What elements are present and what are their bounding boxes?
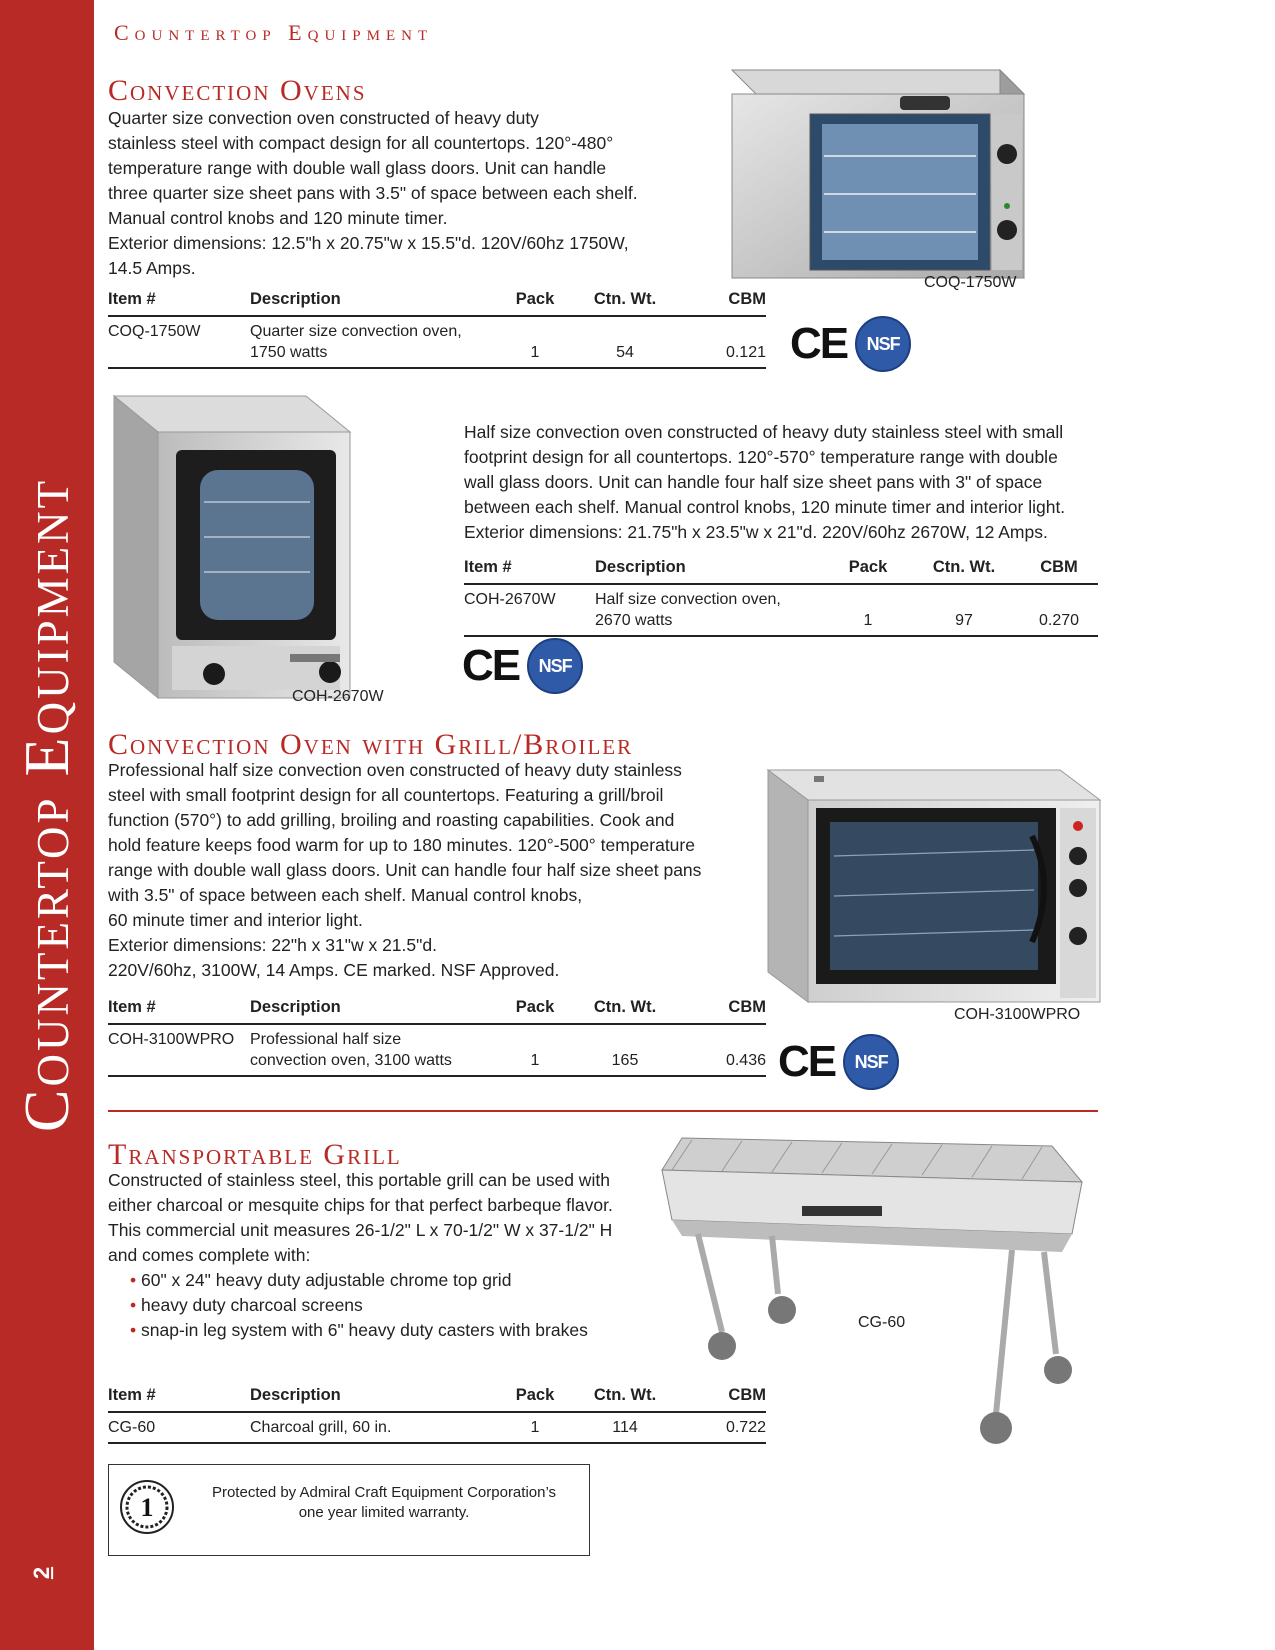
col-weight: Ctn. Wt. <box>570 1386 680 1412</box>
list-item: • snap-in leg system with 6" heavy duty casters with brakes <box>130 1318 668 1343</box>
coh-3100wpro-certifications <box>778 1034 899 1090</box>
coh-2670w-spec-table <box>464 558 1098 637</box>
nsf-mark-icon: NSF <box>527 638 583 694</box>
coq-description-line: Manual control knobs and 120 minute timer. <box>108 208 448 228</box>
warranty-line2: one year limited warranty. <box>298 1504 470 1521</box>
cg-60-description-line: Constructed of stainless steel, this portable grill can be used with <box>108 1170 610 1190</box>
section-title-transportable-grill: Transportable Grill <box>108 1138 402 1171</box>
col-cbm: CBM <box>680 1386 766 1412</box>
warranty-line1: Protected by Admiral Craft Equipment Corporation’s <box>211 1484 557 1501</box>
cell-description-line2: convection oven, 3100 watts <box>250 1052 452 1069</box>
cg-60-description-line: either charcoal or mesquite chips for that perfect barbeque flavor. <box>108 1195 613 1215</box>
table-row <box>108 1412 766 1443</box>
list-item: • heavy duty charcoal screens <box>130 1293 668 1318</box>
coq-description-line: three quarter size sheet pans with 3.5" of space between each shelf. <box>108 183 638 203</box>
col-weight: Ctn. Wt. <box>570 998 680 1024</box>
coq-description-line: 14.5 Amps. <box>108 258 196 278</box>
cell-description <box>250 316 500 368</box>
col-item: Item # <box>108 998 250 1024</box>
coh-3100wpro-description-line: Exterior dimensions: 22"h x 31"w x 21.5"d. <box>108 935 437 955</box>
cell-item: COQ-1750W <box>108 316 250 368</box>
coh-3100wpro-oven-image <box>764 766 1104 1006</box>
coh-2670w-description-line: Half size convection oven constructed of heavy duty stainless steel with small <box>464 422 1064 442</box>
coh-3100wpro-description-line: steel with small footprint design for all countertops. Featuring a grill/broil <box>108 785 664 805</box>
col-weight: Ctn. Wt. <box>570 290 680 316</box>
cg-60-feature-list <box>108 1268 668 1343</box>
coh-3100wpro-description-line: function (570°) to add grilling, broiling and roasting capabilities. Cook and <box>108 810 675 830</box>
page-number: 2 <box>29 1566 55 1580</box>
sidebar <box>0 0 94 1650</box>
cell-cbm: 0.722 <box>680 1412 766 1443</box>
col-description: Description <box>250 1386 500 1412</box>
col-item: Item # <box>464 558 595 584</box>
coh-3100wpro-description-line: Professional half size convection oven constructed of heavy duty stainless <box>108 760 682 780</box>
coh-2670w-caption: COH-2670W <box>292 688 384 705</box>
col-pack: Pack <box>828 558 908 584</box>
coh-3100wpro-caption: COH-3100WPRO <box>954 1006 1081 1023</box>
coh-2670w-certifications <box>462 638 583 694</box>
table-header-row <box>464 558 1098 584</box>
cg-60-caption: CG-60 <box>858 1314 906 1331</box>
coq-certifications <box>790 316 911 372</box>
cg-60-description-line: This commercial unit measures 26-1/2" L x 70-1/2" W x 37-1/2" H <box>108 1220 613 1240</box>
col-pack: Pack <box>500 998 570 1024</box>
col-item: Item # <box>108 1386 250 1412</box>
col-description: Description <box>250 290 500 316</box>
table-row <box>464 584 1098 636</box>
col-pack: Pack <box>500 290 570 316</box>
coq-description-line: temperature range with double wall glass doors. Unit can handle <box>108 158 607 178</box>
coh-2670w-description-line: footprint design for all countertops. 120°-570° temperature range with double <box>464 447 1058 467</box>
cell-cbm: 0.121 <box>680 316 766 368</box>
section-title-convection-ovens: Convection Ovens <box>108 74 367 107</box>
coh-3100wpro-description <box>108 758 758 983</box>
cell-description-line2: 1750 watts <box>250 344 328 361</box>
cg-60-description-line: and comes complete with: <box>108 1245 311 1265</box>
coh-2670w-description-line: wall glass doors. Unit can handle four half size sheet pans with 3" of space <box>464 472 1043 492</box>
cell-description-line2: 2670 watts <box>595 612 673 629</box>
warranty-box <box>108 1464 590 1556</box>
cell-item: COH-3100WPRO <box>108 1024 250 1076</box>
coh-2670w-description <box>464 420 1124 545</box>
table-header-row <box>108 998 766 1024</box>
col-description: Description <box>250 998 500 1024</box>
cell-weight: 114 <box>570 1412 680 1443</box>
page-header: Countertop Equipment <box>114 20 434 45</box>
cell-description: Charcoal grill, 60 in. <box>250 1412 500 1443</box>
col-cbm: CBM <box>680 290 766 316</box>
col-weight: Ctn. Wt. <box>908 558 1020 584</box>
coh-2670w-description-line: between each shelf. Manual control knobs, 120 minute timer and interior light. <box>464 497 1066 517</box>
coh-3100wpro-description-line: 60 minute timer and interior light. <box>108 910 363 930</box>
col-cbm: CBM <box>680 998 766 1024</box>
cg-60-spec-table <box>108 1386 766 1444</box>
cg-60-description <box>108 1168 668 1343</box>
table-header-row <box>108 290 766 316</box>
col-cbm: CBM <box>1020 558 1098 584</box>
cell-cbm: 0.436 <box>680 1024 766 1076</box>
coh-3100wpro-description-line: 220V/60hz, 3100W, 14 Amps. CE marked. NSF Approved. <box>108 960 560 980</box>
col-item: Item # <box>108 290 250 316</box>
cell-weight: 54 <box>570 316 680 368</box>
nsf-mark-icon: NSF <box>843 1034 899 1090</box>
section-divider <box>108 1110 1098 1112</box>
coq-description <box>108 106 688 281</box>
sidebar-title: Countertop Equipment <box>11 477 82 1133</box>
ce-mark-icon: CE <box>462 641 520 690</box>
cell-description-line1: Half size convection oven, <box>595 591 781 608</box>
coq-caption: COQ-1750W <box>924 274 1017 291</box>
list-item: • 60" x 24" heavy duty adjustable chrome top grid <box>130 1268 668 1293</box>
coh-3100wpro-description-line: range with double wall glass doors. Unit can handle four half size sheet pans <box>108 860 702 880</box>
cell-weight: 165 <box>570 1024 680 1076</box>
cell-cbm: 0.270 <box>1020 584 1098 636</box>
coq-spec-table <box>108 290 766 369</box>
section-title-grill-broiler: Convection Oven with Grill/Broiler <box>108 728 634 761</box>
col-description: Description <box>595 558 828 584</box>
table-row <box>108 316 766 368</box>
ce-mark-icon: CE <box>790 319 848 368</box>
warranty-badge-icon <box>119 1479 175 1535</box>
cell-description <box>250 1024 500 1076</box>
cell-item: COH-2670W <box>464 584 595 636</box>
coh-3100wpro-description-line: hold feature keeps food warm for up to 180 minutes. 120°-500° temperature <box>108 835 695 855</box>
coq-1750w-oven-image <box>728 66 1028 286</box>
coq-description-line: stainless steel with compact design for all countertops. 120°-480° <box>108 133 614 153</box>
coh-2670w-description-line: Exterior dimensions: 21.75"h x 23.5"w x 21"d. 220V/60hz 2670W, 12 Amps. <box>464 522 1048 542</box>
warranty-badge-number: 1 <box>140 1493 154 1522</box>
cell-pack: 1 <box>500 1412 570 1443</box>
cell-description-line1: Quarter size convection oven, <box>250 323 462 340</box>
cell-pack: 1 <box>500 1024 570 1076</box>
ce-mark-icon: CE <box>778 1037 836 1086</box>
cell-pack: 1 <box>500 316 570 368</box>
nsf-mark-icon: NSF <box>855 316 911 372</box>
cell-weight: 97 <box>908 584 1020 636</box>
coq-description-line: Quarter size convection oven constructed of heavy duty <box>108 108 539 128</box>
col-pack: Pack <box>500 1386 570 1412</box>
cell-pack: 1 <box>828 584 908 636</box>
coh-3100wpro-description-line: with 3.5" of space between each shelf. Manual control knobs, <box>108 885 583 905</box>
coq-description-line: Exterior dimensions: 12.5"h x 20.75"w x 15.5"d. 120V/60hz 1750W, <box>108 233 629 253</box>
coh-3100wpro-spec-table <box>108 998 766 1077</box>
coh-2670w-oven-image <box>110 392 360 702</box>
table-header-row <box>108 1386 766 1412</box>
cell-description <box>595 584 828 636</box>
cell-item: CG-60 <box>108 1412 250 1443</box>
table-row <box>108 1024 766 1076</box>
cell-description-line1: Professional half size <box>250 1031 402 1048</box>
warranty-text <box>189 1483 579 1523</box>
